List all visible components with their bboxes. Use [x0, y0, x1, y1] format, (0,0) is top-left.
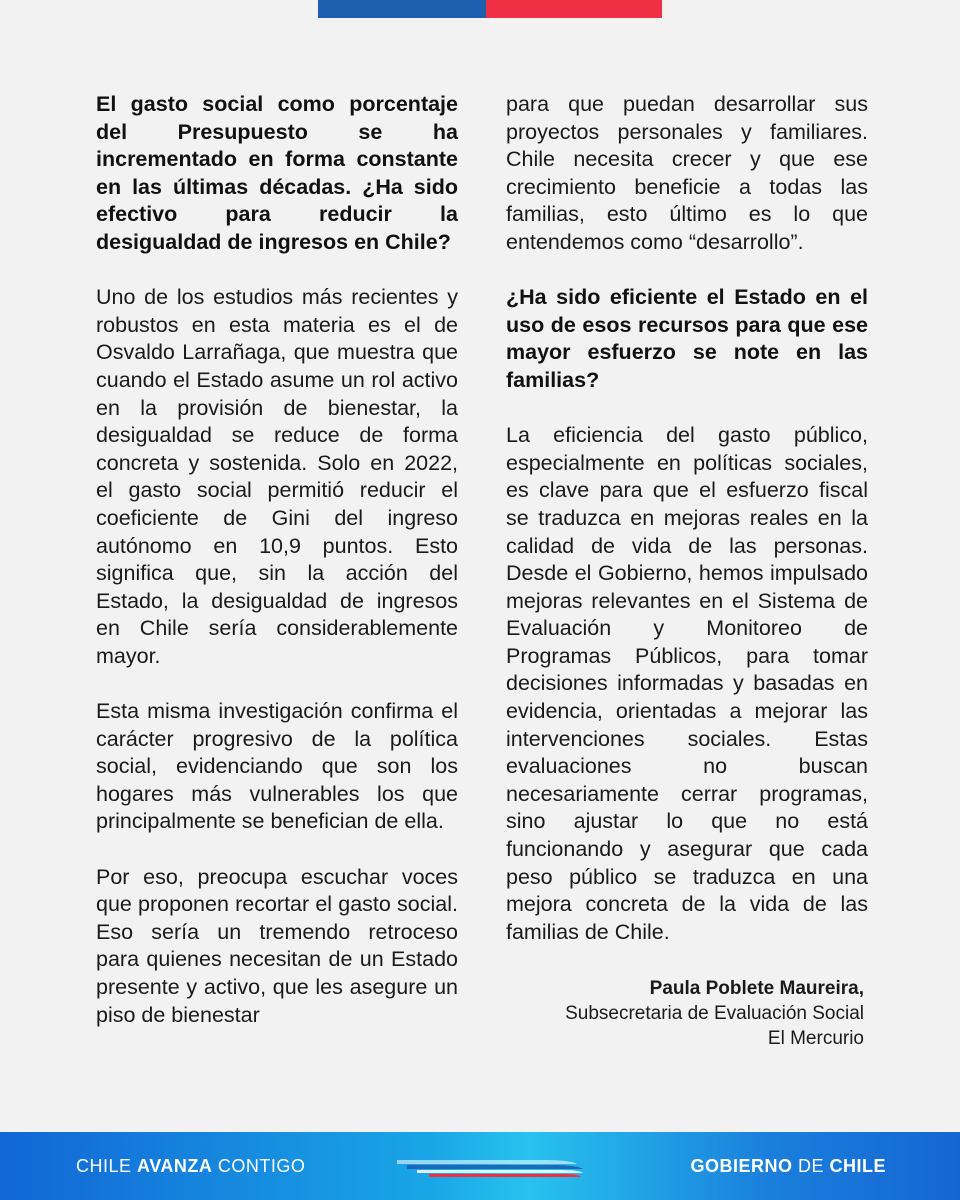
flag-stripe-red [486, 0, 662, 18]
campaign-slogan [76, 1156, 305, 1177]
right-column [506, 91, 868, 974]
signature [565, 976, 864, 1051]
author-role: Subsecretaria de Evaluación Social [565, 1003, 864, 1024]
left-column [96, 91, 458, 1029]
footer-bar [0, 1132, 960, 1200]
paragraph-3: Por eso, preocupa escuchar voces que proponen recortar el gasto social. Eso sería un tremendo retroceso para quienes necesitan de un Estado presente y activo, que les asegure un piso de bienestar [96, 864, 458, 1027]
gov-word-2: DE [792, 1156, 830, 1176]
paragraph-3-continued: para que puedan desarrollar sus proyectos personales y familiares. Chile necesita crecer y que ese crecimiento beneficie a todas las familias, esto último es lo que entendemos como “desarrollo”. [506, 92, 868, 254]
publication-source: El Mercurio [767, 1028, 864, 1049]
slogan-part-2: AVANZA [137, 1156, 213, 1176]
paragraph-4: La eficiencia del gasto público, especialmente en políticas sociales, es clave para que el esfuerzo fiscal se traduzca en mejoras reales en la calidad de vida de las personas. Desde el Gobierno, hemos impulsado mejoras relevantes en el Sistema de Evaluación y Monitoreo de Programas Públicos, para tomar decisiones informadas y basadas en evidencia, orientadas a mejorar las intervenciones sociales. Estas evaluaciones no buscan necesariamente cerrar programas, sino ajustar lo que no está funcionando y asegurar que cada peso público se traduzca en una mejora concreta de la vida de las familias de Chile. [506, 423, 868, 944]
question-2: ¿Ha sido eficiente el Estado en el uso de esos recursos para que ese mayor esfuerzo se note en las familias? [506, 285, 868, 392]
paragraph-1: Uno de los estudios más recientes y robustos en esta materia es el de Osvaldo Larrañaga, que muestra que cuando el Estado asume un rol activo en la provisión de bienestar, la desigualdad se reduce de forma concreta y sostenida. Solo en 2022, el gasto social permitió reducir el coeficiente de Gini del ingreso autónomo en 10,9 puntos. Esto significa que, sin la acción del Estado, la desigualdad de ingresos en Chile sería considerablemente mayor. [96, 285, 458, 668]
gov-word-3: CHILE [829, 1156, 886, 1176]
slogan-part-3: CONTIGO [212, 1156, 306, 1176]
question-1: El gasto social como porcentaje del Presupuesto se ha incrementado en forma constante en las últimas décadas. ¿Ha sido efectivo para reducir la desigualdad de ingresos en Chile? [96, 92, 458, 254]
government-logo-text [690, 1156, 886, 1177]
speed-stripes-logo [395, 1154, 585, 1180]
flag-stripe-blue [318, 0, 486, 18]
slogan-part-1: CHILE [76, 1156, 138, 1176]
author-name: Paula Poblete Maureira, [649, 978, 864, 999]
paragraph-2: Esta misma investigación confirma el carácter progresivo de la política social, evidenciando que son los hogares más vulnerables los que principalmente se benefician de ella. [96, 699, 458, 834]
gov-word-1: GOBIERNO [690, 1156, 793, 1176]
